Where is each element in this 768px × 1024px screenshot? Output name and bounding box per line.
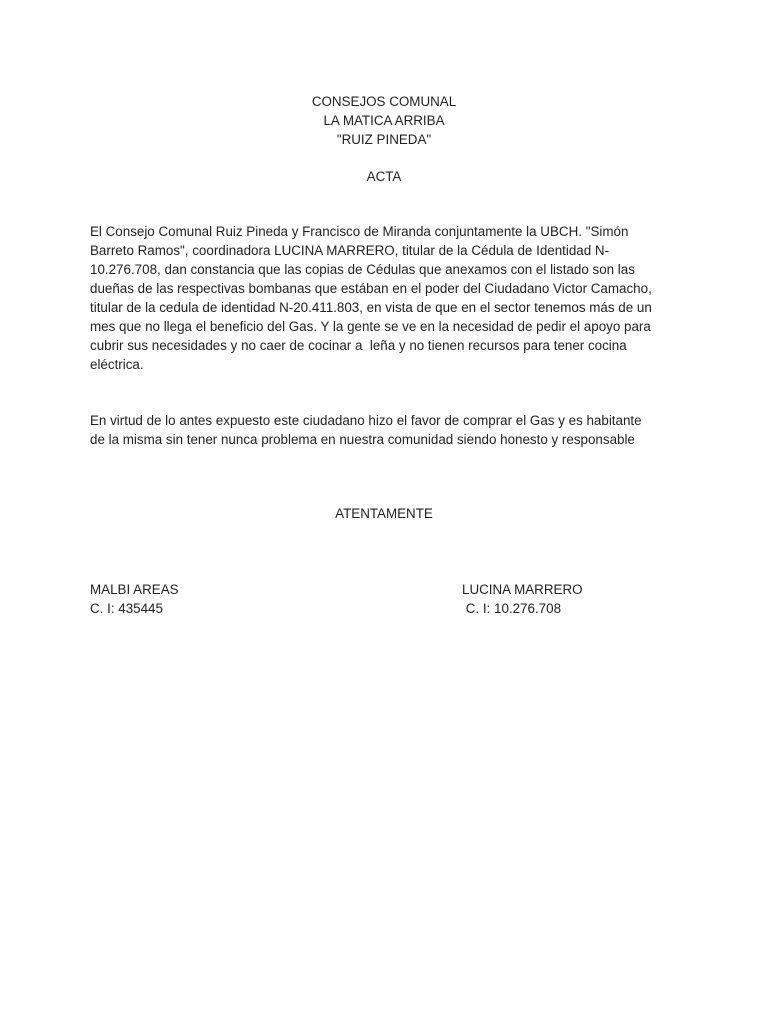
council-name: CONSEJOS COMUNAL [311, 94, 457, 109]
paragraph-1-line: 10.276.708, dan constancia que las copias de Cédulas que anexamos con el listado son las [90, 262, 635, 277]
council-sector: "RUIZ PINEDA" [336, 132, 432, 147]
signature-left-name: MALBI AREAS [90, 582, 179, 597]
paragraph-2-line: de la misma sin tener nunca problema en nuestra comunidad siendo honesto y responsable [90, 432, 635, 447]
paragraph-1-line: dueñas de las respectivas bombanas que estában en el poder del Ciudadano Victor Camacho, [90, 281, 652, 296]
paragraph-2 [90, 411, 690, 449]
signature-right-ci: C. I: 10.276.708 [462, 601, 562, 616]
paragraph-1-line: mes que no llega el beneficio del Gas. Y la gente se ve en la necesidad de pedir el apoyo para [90, 319, 651, 334]
paragraph-2-line: En virtud de lo antes expuesto este ciudadano hizo el favor de comprar el Gas y es habitante [90, 413, 642, 428]
paragraph-1-line: Barreto Ramos", coordinadora LUCINA MARRERO, titular de la Cédula de Identidad N- [90, 243, 610, 258]
closing: ATENTAMENTE [335, 506, 433, 521]
council-location: LA MATICA ARRIBA [323, 113, 445, 128]
paragraph-1-line: cubrir sus necesidades y no caer de cocinar a leña y no tienen recursos para tener cocina [90, 338, 627, 353]
paragraph-1 [90, 222, 690, 374]
paragraph-1-line: eléctrica. [90, 357, 144, 372]
document-title: ACTA [366, 169, 402, 184]
paragraph-1-line: titular de la cedula de identidad N-20.411.803, en vista de que en el sector tenemos más de un [90, 300, 652, 315]
signature-right-name: LUCINA MARRERO [462, 582, 583, 597]
signature-left-ci: C. I: 435445 [90, 601, 163, 616]
paragraph-1-line: El Consejo Comunal Ruiz Pineda y Francisco de Miranda conjuntamente la UBCH. "Simón [90, 224, 629, 239]
